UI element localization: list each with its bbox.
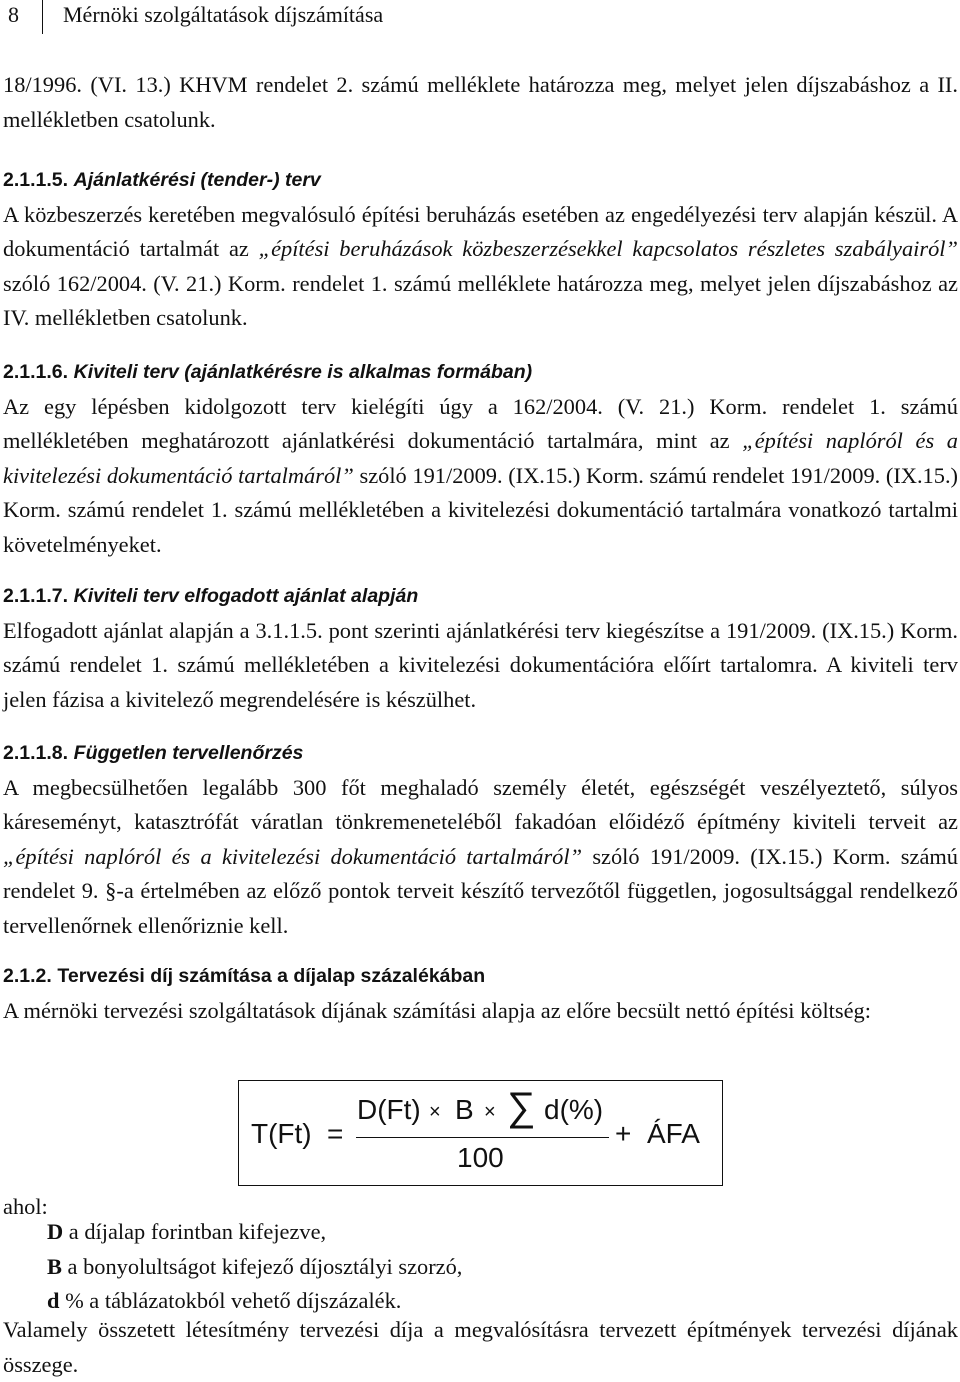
section-2-1-1-7 [3,578,958,717]
header-divider [42,0,43,34]
definition-text: a díjalap forintban kifejezve, [68,1219,327,1244]
ahol-text: ahol: [3,1194,48,1219]
italic-quote: „építési naplóról és a kivitelezési dokumentáció tartalmáról” [3,428,958,488]
section-title: Tervezési díj számítása a díjalap százalékában [57,965,486,987]
section-title: Független tervellenőrzés [73,742,304,764]
section-body [3,614,958,718]
italic-quote: „építési naplóról és a kivitelezési dokumentáció tartalmáról” [3,843,583,869]
formula-afa: ÁFA [647,1118,700,1149]
italic-quote: „építési beruházások közbeszerzésekkel kapcsolatos részletes szabályairól” [258,236,958,261]
fee-formula [238,1080,723,1186]
section-heading [3,578,958,614]
definition-text: % a táblázatokból vehető díjszázalék. [65,1288,402,1313]
section-number: 2.1.1.8. [3,742,69,764]
formula-denominator: 100 [457,1142,504,1173]
page-number: 8 [8,2,19,27]
section-heading [3,735,958,771]
body-text: Az egy lépésben kidolgozott terv kielégíti úgy a 162/2004. (V. 21.) Korm. rendelet 1. számú mellékletében meghatározott ajánlatkérési dokumentáció tartalmára, mint az [3,393,958,453]
section-number: 2.1.1.6. [3,361,69,383]
section-number: 2.1.2. [3,965,52,987]
section-2-1-1-5 [3,162,958,336]
intro-paragraph [3,68,958,137]
fraction-bar [356,1137,609,1138]
body-text: szóló 191/2009. (IX.15.) Korm. számú rendelet 9. §-a értelmében az előző pontok terveit készítő tervezőtől független, jogosultsággal rendelkező tervellenőrnek ellenőriznie kell. [3,843,958,938]
section-2-1-1-6 [3,354,958,562]
section-body [3,390,958,563]
formula-equals: = [327,1118,344,1149]
running-title: Mérnöki szolgáltatások díjszámítása [63,2,384,27]
definition-item [47,1250,947,1285]
body-text: Elfogadott ajánlat alapján a 3.1.1.5. pont szerinti ajánlatkérési terv kiegészítse a 191/2009. (IX.15.) Korm. számú rendelet 1. számú mellékletében a kivitelezési dokumentációra előírt tartalomra. A kiviteli terv jelen fázisa a kivitelező megrendelésére is készülhet. [3,617,958,712]
definition-item [47,1215,947,1250]
definition-text: a bonyolultságot kifejező díjosztályi szorzó, [67,1253,463,1279]
section-title: Kiviteli terv elfogadott ajánlat alapján [73,585,419,607]
formula-d-pct: d(%) [544,1094,604,1125]
section-body [3,198,958,336]
definitions-list [47,1215,947,1319]
section-body [3,771,958,944]
section-number: 2.1.1.7. [3,585,69,607]
formula-d-ft: D(Ft) [357,1094,421,1125]
times-sign: × [484,1101,496,1123]
definition-symbol: d [47,1288,60,1313]
formula-b: B [455,1094,474,1125]
closing-paragraph [3,1313,958,1382]
section-number: 2.1.1.5. [3,169,69,191]
section-heading [3,162,958,198]
sum-icon: ∑ [507,1085,536,1129]
definition-symbol: D [47,1219,64,1244]
section-title: Kiviteli terv (ajánlatkérésre is alkalmas formában) [73,361,533,383]
definition-symbol: B [47,1253,62,1279]
body-text: A közbeszerzés keretében megvalósuló építési beruházás esetében az engedélyezési terv alapján készül. A dokumentáció tartalmát az [3,201,958,261]
section-heading [3,958,958,994]
section-body [3,994,958,1029]
section-2-1-2 [3,958,958,1028]
body-text: szóló 162/2004. (V. 21.) Korm. rendelet 1. számú melléklete határozza meg, melyet jelen díjszabáshoz az IV. mellékletben csatolunk. [3,270,958,330]
section-2-1-1-8 [3,735,958,943]
page-header [0,0,960,34]
formula-plus: + [615,1118,632,1149]
body-text: szóló 191/2009. (IX.15.) Korm. számú rendelet 191/2009. (IX.15.) Korm. számú rendelet 1. számú mellékletében a kivitelezési dokumentáció tartalmára vonatkozó tartalmi követelményeket. [3,462,958,557]
section-title: Ajánlatkérési (tender-) terv [73,169,321,191]
body-text: A megbecsülhetően legalább 300 főt meghaladó személy életét, egészségét veszélyeztető, súlyos káreseményt, katasztrófát váratlan tönkremeneteléből fakadóan előidéző építmény kiviteli terveit az [3,774,958,834]
formula-lhs: T(Ft) [251,1118,312,1149]
body-text: A mérnöki tervezési szolgáltatások díjának számítási alapja az előre becsült nettó építési költség: [3,997,871,1023]
section-heading [3,354,958,390]
closing-text: Valamely összetett létesítmény tervezési díja a megvalósításra tervezett építmények tervezési díjának összege. [3,1317,958,1377]
times-sign: × [429,1101,441,1123]
intro-text: 18/1996. (VI. 13.) KHVM rendelet 2. számú melléklete határozza meg, melyet jelen díjszabáshoz a II. mellékletben csatolunk. [3,72,958,132]
